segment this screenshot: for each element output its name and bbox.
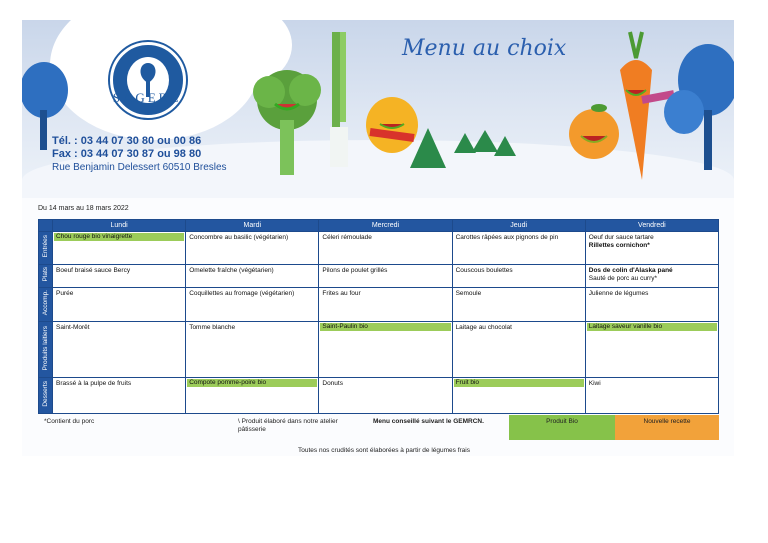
- menu-cell: Laitage au chocolat: [452, 322, 585, 378]
- menu-cell: Kiwi: [585, 378, 718, 414]
- day-header: Jeudi: [452, 220, 585, 232]
- legend-bio: Produit Bio: [509, 415, 615, 440]
- day-header: Mardi: [186, 220, 319, 232]
- fir-trees-icon: [410, 128, 520, 178]
- contact-block: [52, 135, 227, 174]
- menu-table: [38, 219, 719, 414]
- menu-cell: Tomme blanche: [186, 322, 319, 378]
- fax-number: Fax : 03 44 07 30 87 ou 98 80: [52, 148, 202, 160]
- menu-cell: Couscous boulettes: [452, 265, 585, 288]
- menu-cell: Semoule: [452, 288, 585, 322]
- header-banner: [22, 20, 734, 198]
- menu-cell: Coquillettes au fromage (végétarien): [186, 288, 319, 322]
- menu-cell: Chou rouge bio vinaigrette: [53, 232, 186, 265]
- menu-cell: Pilons de poulet grillés: [319, 265, 452, 288]
- table-row: [39, 322, 719, 378]
- menu-cell: Oeuf dur sauce tartare Rillettes cornichon*: [585, 232, 718, 265]
- menu-cell: Céleri rémoulade: [319, 232, 452, 265]
- day-header: Mercredi: [319, 220, 452, 232]
- crudites-note: Toutes nos crudités sont élaborées à partir de légumes frais: [298, 447, 470, 454]
- menu-cell: Purée: [53, 288, 186, 322]
- menu-cell: Omelette fraîche (végétarien): [186, 265, 319, 288]
- winter-tree-icon: [662, 40, 734, 170]
- table-row: [39, 288, 719, 322]
- row-label: Entrées: [39, 232, 53, 265]
- gemrcn-note: Menu conseillé suivant le GEMRCN.: [373, 418, 484, 425]
- menu-cell: Julienne de légumes: [585, 288, 718, 322]
- menu-cell: Saint-Paulin bio: [319, 322, 452, 378]
- menu-cell: Frites au four: [319, 288, 452, 322]
- day-header: Lundi: [53, 220, 186, 232]
- leek-character-icon: [322, 32, 362, 172]
- date-range: Du 14 mars au 18 mars 2022: [38, 205, 129, 212]
- menu-title: Menu au choix: [402, 36, 567, 61]
- menu-cell: Saint-Morêt: [53, 322, 186, 378]
- menu-cell: Boeuf braisé sauce Bercy: [53, 265, 186, 288]
- atelier-note: \ Produit élaboré dans notre atelier pâtisserie: [238, 418, 338, 433]
- legend-new-recipe: Nouvelle recette: [615, 415, 719, 440]
- table-row: [39, 232, 719, 265]
- menu-cell: Compote pomme-poire bio: [186, 378, 319, 414]
- menu-cell: Laitage saveur vanille bio: [585, 322, 718, 378]
- sagere-logo: [110, 42, 186, 118]
- row-label: Produits laitiers: [39, 322, 53, 378]
- logo-text: SAGERE: [112, 90, 182, 105]
- legend-footer: [38, 415, 719, 441]
- menu-cell: Carottes râpées aux pignons de pin: [452, 232, 585, 265]
- corner-cell: [39, 220, 53, 232]
- table-header-row: [39, 220, 719, 232]
- table-row: [39, 265, 719, 288]
- day-header: Vendredi: [585, 220, 718, 232]
- row-label: Desserts: [39, 378, 53, 414]
- menu-cell: Donuts: [319, 378, 452, 414]
- broccoli-character-icon: [247, 60, 327, 180]
- menu-cell: Concombre au basilic (végétarien): [186, 232, 319, 265]
- address: Rue Benjamin Delessert 60510 Bresles: [52, 162, 227, 173]
- phone-number: Tél. : 03 44 07 30 80 ou 00 86: [52, 135, 202, 147]
- table-row: [39, 378, 719, 414]
- menu-cell: Dos de colin d'Alaska pané Sauté de porc au curry*: [585, 265, 718, 288]
- menu-cell: Fruit bio: [452, 378, 585, 414]
- pork-note: *Contient du porc: [44, 418, 95, 425]
- menu-cell: Brassé à la pulpe de fruits: [53, 378, 186, 414]
- row-label: Plats: [39, 265, 53, 288]
- row-label: Accomp.: [39, 288, 53, 322]
